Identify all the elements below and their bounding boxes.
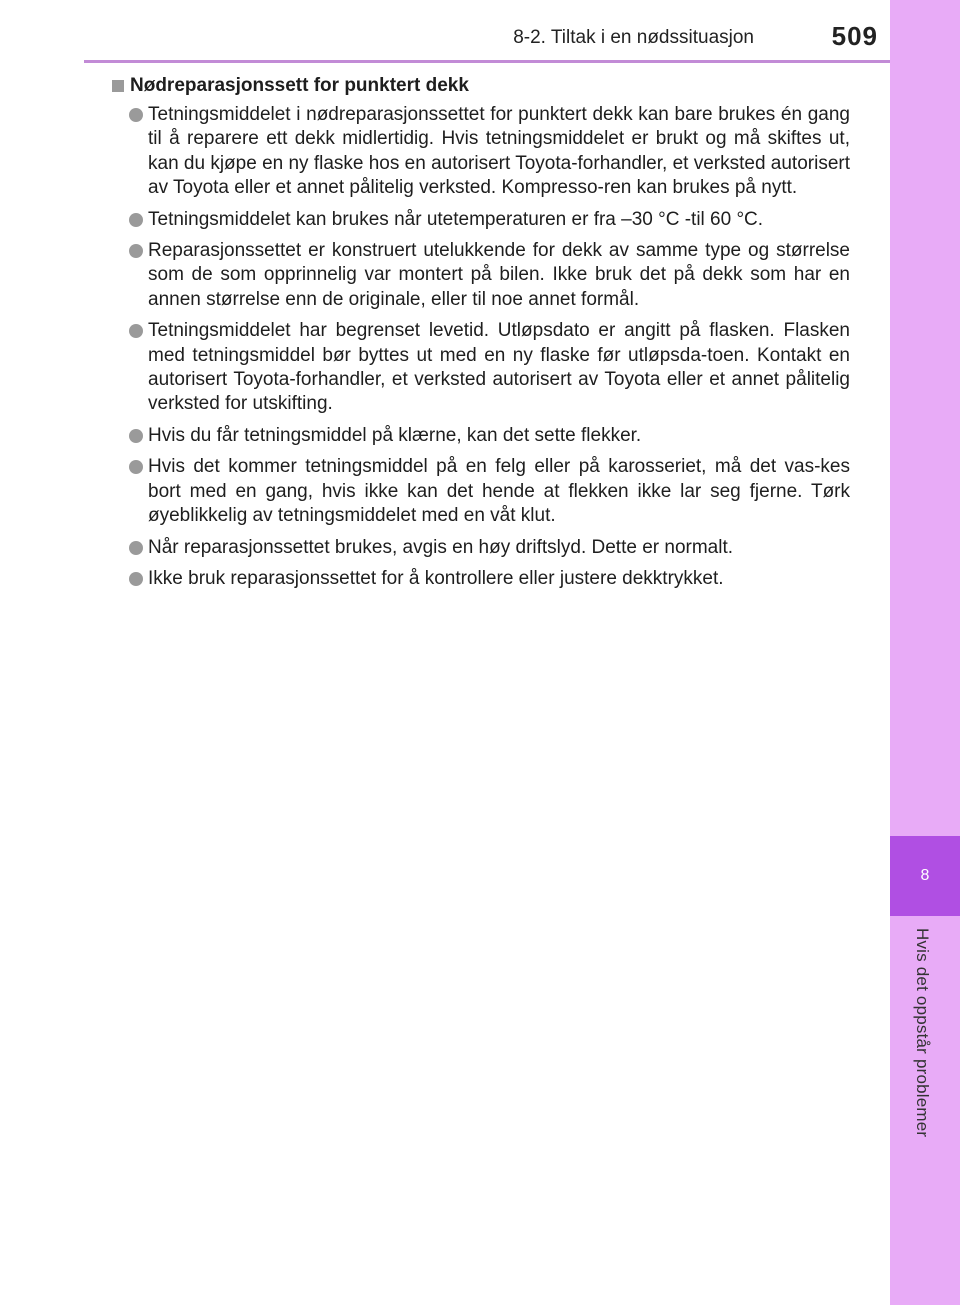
bullet-dot-icon	[129, 460, 143, 474]
bullet-dot-icon	[129, 541, 143, 555]
list-item	[110, 239, 850, 312]
list-item	[110, 455, 850, 528]
page-number: 509	[831, 21, 878, 51]
list-item-text: Ikke bruk reparasjonssettet for å kontrollere eller justere dekktrykket.	[148, 567, 724, 589]
section-title: 8-2. Tiltak i en nødssituasjon	[513, 27, 754, 48]
list-item-text: Hvis det kommer tetningsmiddel på en felg eller på karosseriet, må det vas-kes bort med en gang, hvis ikke kan det hende at flekken ikke lar seg fjerne. Tørk øyeblikkelig av tetningsmiddelet med en våt klut.	[148, 456, 850, 527]
section-heading-text: Nødreparasjonssett for punktert dekk	[130, 75, 469, 96]
list-item-text: Reparasjonssettet er konstruert utelukkende for dekk av samme type og størrelse som de som opprinnelig var montert på bilen. Ikke bruk det på dekk som har en annen størrelse enn de originale, eller til noe annet formål.	[148, 240, 850, 310]
bullet-dot-icon	[129, 244, 143, 258]
list-item-text: Tetningsmiddelet i nødreparasjonssettet for punktert dekk kan bare brukes én gang til å reparere ett dekk midlertidig. Hvis tetningsmiddelet er brukt og må skiftes ut, kan du kjøpe en ny flaske hos en autorisert Toyota-forhandler, et verksted autorisert av Toyota eller et annet pålitelig verksted. Kompresso-ren kan brukes på nytt.	[148, 104, 850, 199]
list-item	[110, 536, 850, 560]
bullet-dot-icon	[129, 429, 143, 443]
bullet-dot-icon	[129, 324, 143, 338]
bullet-dot-icon	[129, 213, 143, 227]
chapter-side-tab	[890, 0, 960, 1305]
list-item	[110, 103, 850, 201]
section-heading	[110, 73, 850, 99]
list-item-text: Hvis du får tetningsmiddel på klærne, kan det sette flekker.	[148, 424, 642, 446]
list-item-text: Når reparasjonssettet brukes, avgis en høy driftslyd. Dette er normalt.	[148, 536, 734, 558]
list-item	[110, 567, 850, 591]
bullet-dot-icon	[129, 572, 143, 586]
page-header	[0, 0, 890, 60]
chapter-title: Hvis det oppstår problemer	[913, 928, 932, 1138]
list-item	[110, 424, 850, 448]
main-content	[110, 73, 850, 598]
bullet-list	[110, 103, 850, 591]
header-divider	[84, 60, 890, 63]
chapter-number-box	[890, 836, 960, 916]
list-item-text: Tetningsmiddelet kan brukes når utetemperaturen er fra –30 °C -til 60 °C.	[148, 208, 764, 230]
list-item	[110, 208, 850, 232]
square-bullet-icon	[112, 80, 124, 92]
chapter-number: 8	[920, 867, 930, 884]
list-item	[110, 319, 850, 417]
list-item-text: Tetningsmiddelet har begrenset levetid. Utløpsdato er angitt på flasken. Flasken med tetningsmiddel bør byttes ut med en ny flaske før utløpsda-toen. Kontakt en autorisert Toyota-forhandler, et verksted autorisert av Toyota eller et annet pålitelig verksted for utskifting.	[148, 320, 850, 415]
bullet-dot-icon	[129, 108, 143, 122]
